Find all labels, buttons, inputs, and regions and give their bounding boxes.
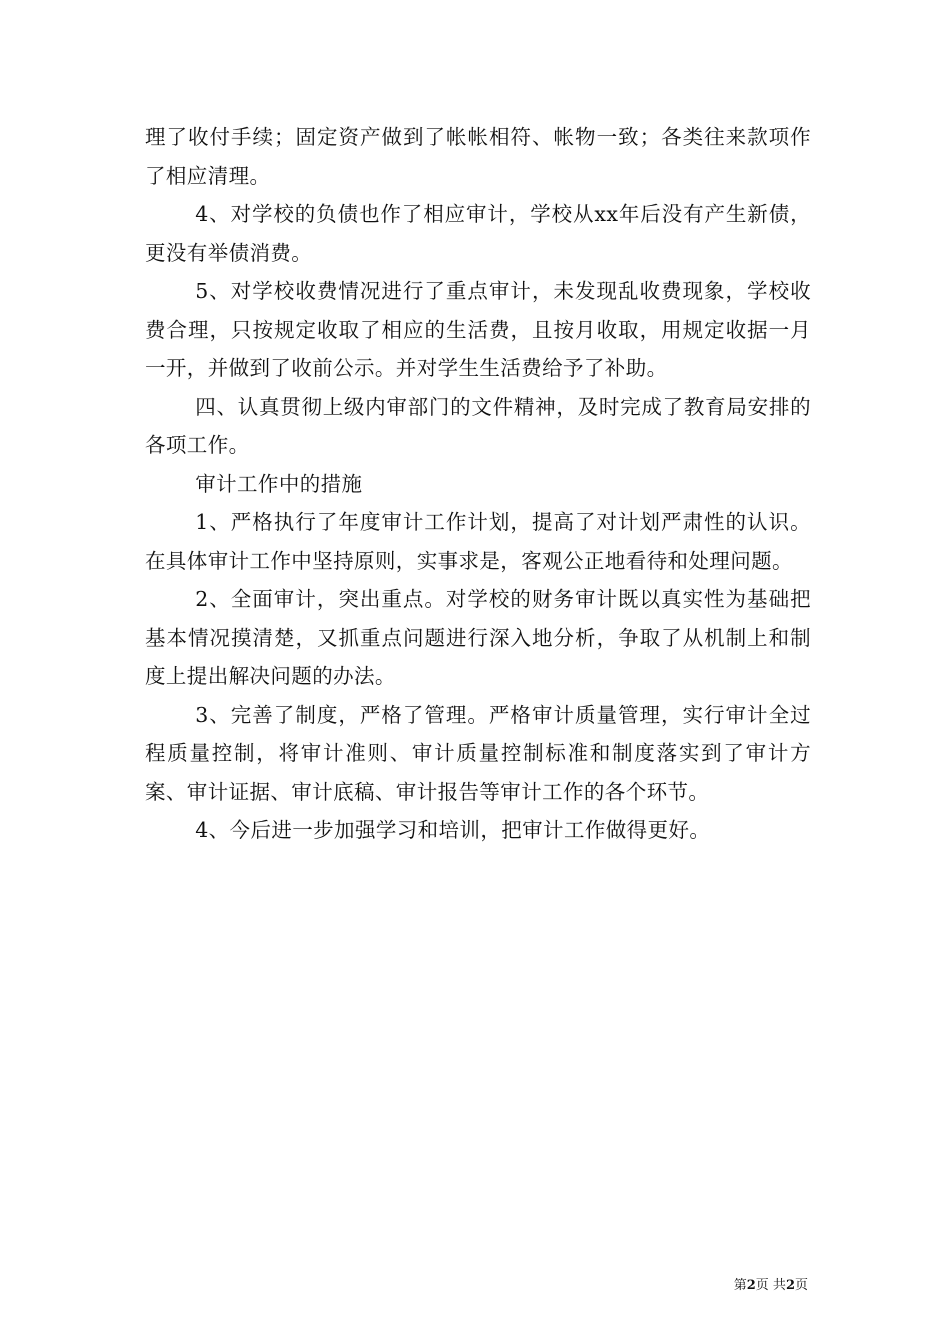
paragraph-measure-1: 1、严格执行了年度审计工作计划，提高了对计划严肃性的认识。在具体审计工作中坚持原则，实事求是，客观公正地看待和处理问题。 — [145, 510, 811, 573]
document-body — [145, 118, 811, 850]
footer-suffix: 页 — [794, 1278, 808, 1293]
paragraph-continuation: 理了收付手续；固定资产做到了帐帐相符、帐物一致；各类往来款项作了相应清理。 — [145, 125, 811, 188]
paragraph-item-4-debt: 4、对学校的负债也作了相应审计，学校从xx年后没有产生新债，更没有举债消费。 — [145, 202, 811, 265]
footer-current-page: 2 — [746, 1278, 756, 1293]
section-heading-measures: 审计工作中的措施 — [195, 471, 363, 496]
paragraph-item-5-fees: 5、对学校收费情况进行了重点审计，未发现乱收费现象，学校收费合理，只按规定收取了相应的生活费，且按月收取，用规定收据一月一开，并做到了收前公示。并对学生生活费给予了补助。 — [145, 279, 811, 380]
footer-prefix: 第 — [733, 1278, 747, 1293]
page-number-footer — [734, 1278, 808, 1294]
paragraph-section-four: 四、认真贯彻上级内审部门的文件精神，及时完成了教育局安排的各项工作。 — [145, 394, 811, 457]
paragraph-measure-4: 4、今后进一步加强学习和培训，把审计工作做得更好。 — [195, 818, 711, 842]
footer-middle: 页 共 — [755, 1278, 786, 1293]
footer-total-pages: 2 — [785, 1278, 795, 1293]
paragraph-measure-3: 3、完善了制度，严格了管理。严格审计质量管理，实行审计全过程质量控制，将审计准则、审计质量控制标准和制度落实到了审计方案、审计证据、审计底稿、审计报告等审计工作的各个环节。 — [145, 702, 811, 804]
paragraph-measure-2: 2、全面审计，突出重点。对学校的财务审计既以真实性为基础把基本情况摸清楚，又抓重点问题进行深入地分析，争取了从机制上和制度上提出解决问题的办法。 — [145, 587, 811, 688]
